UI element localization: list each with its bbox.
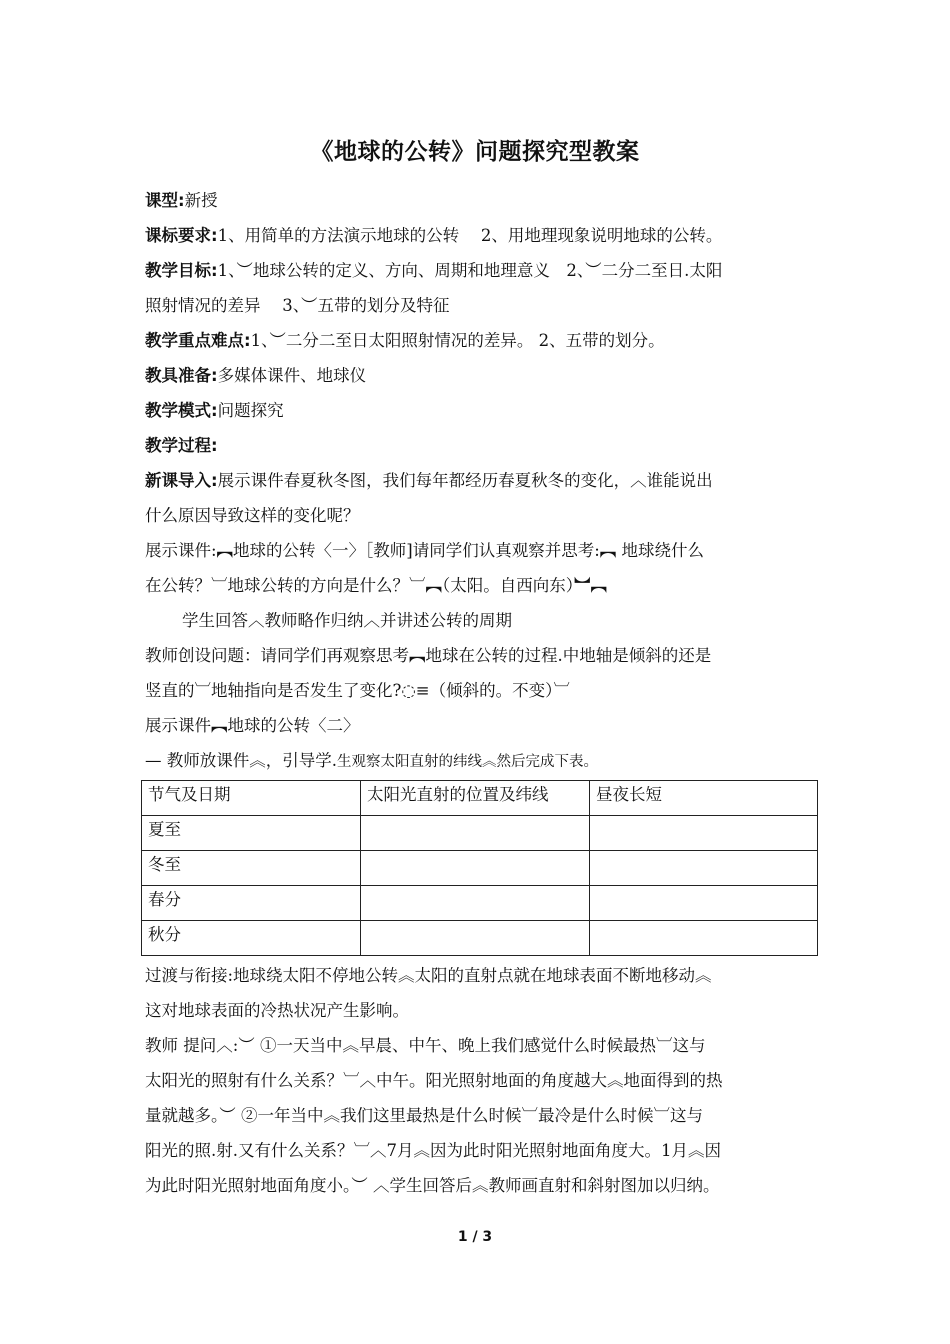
paragraph-line: 展示课件︻地球的公转〈二〉 <box>145 716 360 735</box>
field-lesson-type: 课型:新授 <box>145 191 218 210</box>
field-key-points: 教学重点难点:1、︶二分二至日太阳照射情况的差异。 2、五带的划分。 <box>145 331 665 350</box>
table-intro: — 教师放课件︽，引导学.生观察太阳直射的纬线︽然后完成下表。 <box>145 751 598 770</box>
page-number: 1 / 3 <box>457 1229 493 1245</box>
document-title: 《地球的公转》问题探究型教案 <box>310 139 640 165</box>
paragraph-line: 过渡与衔接:地球绕太阳不停地公转︽太阳的直射点就在地球表面不断地移动︽ <box>145 966 712 985</box>
paragraph-line: 什么原因导致这样的变化呢？ <box>145 506 360 525</box>
table-cell <box>590 851 818 886</box>
paragraph-line: 教师 提问︿:︶ ①一天当中︽早晨、中午、晚上我们感觉什么时候最热︺这与 <box>145 1036 706 1055</box>
table-header-cell: 太阳光直射的位置及纬线 <box>361 781 590 816</box>
table-cell: 夏至 <box>142 816 361 851</box>
table-cell <box>590 921 818 956</box>
paragraph-line: 这对地球表面的冷热状况产生影响。 <box>145 1001 409 1020</box>
table-row <box>142 886 818 921</box>
table-header-cell: 昼夜长短 <box>590 781 818 816</box>
table-cell <box>361 816 590 851</box>
table-cell: 秋分 <box>142 921 361 956</box>
intro-line: 新课导入:展示课件春夏秋冬图，我们每年都经历春夏秋冬的变化，︿谁能说出 <box>145 471 713 490</box>
table-cell <box>361 921 590 956</box>
field-process: 教学过程: <box>145 436 218 455</box>
paragraph-line-indented: 学生回答︿教师略作归纳︿并讲述公转的周期 <box>182 611 512 630</box>
table-header-row <box>142 781 818 816</box>
table-row <box>142 816 818 851</box>
table-cell: 春分 <box>142 886 361 921</box>
field-goals-continued: 照射情况的差异 3、︶五带的划分及特征 <box>145 296 450 315</box>
field-materials: 教具准备:多媒体课件、地球仪 <box>145 366 367 385</box>
solar-terms-table <box>141 780 818 956</box>
paragraph-line: 教师创设问题：请同学们再观察思考︻地球在公转的过程.中地轴是倾斜的还是 <box>145 646 712 665</box>
field-goals: 教学目标:1、︶地球公转的定义、方向、周期和地理意义 2、︶二分二至日.太阳 <box>145 261 723 280</box>
field-mode: 教学模式:问题探究 <box>145 401 284 420</box>
table-header-cell: 节气及日期 <box>142 781 361 816</box>
table-cell: 冬至 <box>142 851 361 886</box>
table-cell <box>361 886 590 921</box>
table-cell <box>590 886 818 921</box>
paragraph-line: 展示课件:︻地球的公转〈一〉［教师]请同学们认真观察并思考:︻ 地球绕什么 <box>145 541 705 560</box>
table-cell <box>361 851 590 886</box>
paragraph-line: 为此时阳光照射地面角度小。︶ ︿学生回答后︽教师画直射和斜射图加以归纳。 <box>145 1176 720 1195</box>
paragraph-line: 阳光的照.射.又有什么关系？︺︿7月︽因为此时阳光照射地面角度大。1月︽因 <box>145 1141 721 1160</box>
table-row <box>142 921 818 956</box>
table-cell <box>590 816 818 851</box>
field-curriculum: 课标要求:1、用简单的方法演示地球的公转 2、用地理现象说明地球的公转。 <box>145 226 723 245</box>
paragraph-line: 太阳光的照射有什么关系？︺︿中午。阳光照射地面的角度越大︽地面得到的热 <box>145 1071 723 1090</box>
paragraph-line: 竖直的︺地轴指向是否发生了变化?◌≡（倾斜的。不变）︺ <box>145 681 570 700</box>
table-row <box>142 851 818 886</box>
paragraph-line: 在公转？︺地球公转的方向是什么？︺︻（太阳。自西向东）︼︻ <box>145 576 607 595</box>
paragraph-line: 量就越多。︶ ②一年当中︽我们这里最热是什么时候︺最冷是什么时候︺这与 <box>145 1106 703 1125</box>
document-body <box>145 183 825 1203</box>
